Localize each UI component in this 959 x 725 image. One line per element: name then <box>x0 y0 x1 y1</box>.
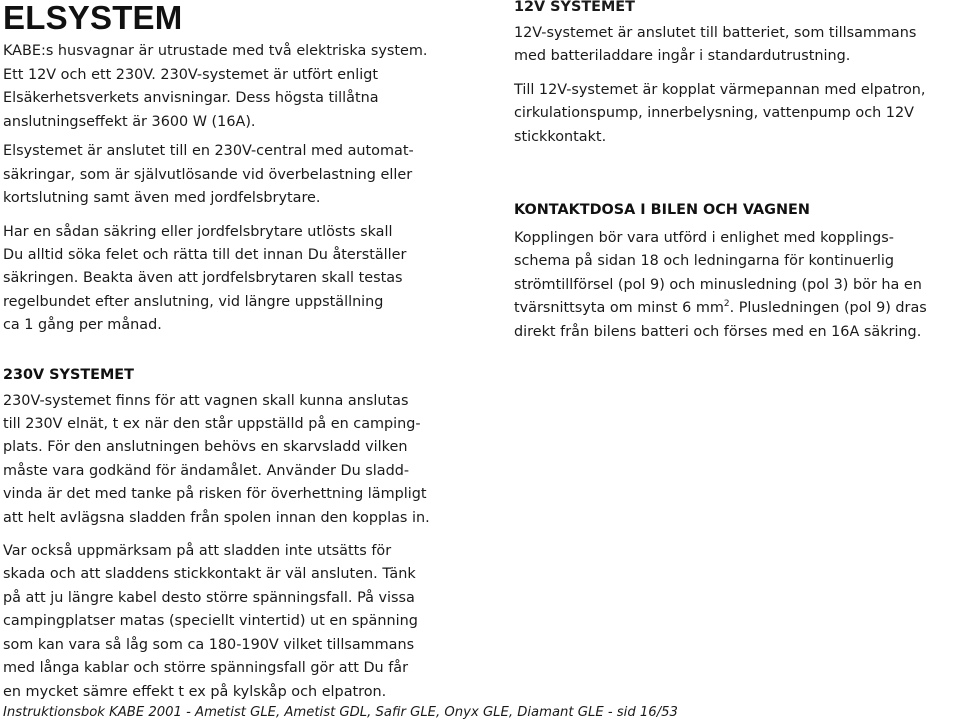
page-footer: Instruktionsbok KABE 2001 - Ametist GLE, Ametist GDL, Safir GLE, Onyx GLE, Diamant GLE - sid 16/53 <box>3 705 678 720</box>
fuse-paragraph: Har en sådan säkring eller jordfelsbrytare utlösts skall Du alltid söka felet och rätta till det innan Du återställer säkringen. Beakta även att jordfelsbrytaren skall testas regelbundet efter anslutning, vid längre uppställning ca 1 gång per månad. <box>3 223 407 334</box>
kontaktdosa-text-1: Kopplingen bör vara utförd i enlighet med kopplings- schema på sidan 18 och ledningarna för kontinuerlig strömtillförsel (pol 9) och minusledning (pol 3) bör ha en tvärsnittsyta om minst 6 mm <box>514 230 922 317</box>
left-column <box>3 0 478 704</box>
section-12v-paragraph-2: Till 12V-systemet är kopplat värmepannan med elpatron, cirkulationspump, innerbelysning, vattenpump och 12V stickkontakt. <box>514 81 926 145</box>
section-230v-heading: 230V SYSTEMET <box>3 366 134 383</box>
section-230v-paragraph-1: 230V-systemet finns för att vagnen skall kunna anslutas till 230V elnät, t ex när den står uppställd på en camping- plats. För den anslutningen behövs en skarvsladd vilken måste vara godkänd för ändamålet. Använder Du sladd- vinda är det med tanke på risken för överhettning lämpligt att helt avlägsna sladden från spolen innan den kopplas in. <box>3 392 430 526</box>
section-230v-paragraph-2: Var också uppmärksam på att sladden inte utsätts för skada och att sladdens stickkontakt är väl ansluten. Tänk på att ju längre kabel desto större spänningsfall. På vissa campingplatser matas (speciellt vintertid) ut en spänning som kan vara så låg som ca 180-190V vilket tillsammans med långa kablar och större spänningsfall gör att Du får en mycket sämre effekt t ex på kylskåp och elpatron. <box>3 543 418 700</box>
page-title: ELSYSTEM <box>3 0 183 36</box>
intro-paragraph: KABE:s husvagnar är utrustade med två elektriska system. Ett 12V och ett 230V. 230V-systemet är utfört enligt Elsäkerhetsverkets anvisningar. Dess högsta tillåtna anslutningseffekt är 3600 W (16A). <box>3 43 428 130</box>
right-column <box>514 0 954 344</box>
central-paragraph: Elsystemet är anslutet till en 230V-central med automat- säkringar, som är självutlösande vid överbelastning eller kortslutning samt även med jordfelsbrytare. <box>3 143 414 207</box>
kontaktdosa-text-2: . Plusledningen (pol 9) dras direkt från bilens batteri och förses med en 16A säkring. <box>514 300 927 340</box>
section-12v-heading: 12V SYSTEMET <box>514 0 635 15</box>
section-12v-paragraph-1: 12V-systemet är anslutet till batteriet, som tillsammans med batteriladdare ingår i standardutrustning. <box>514 25 917 65</box>
kontaktdosa-heading: KONTAKTDOSA I BILEN OCH VAGNEN <box>514 202 810 219</box>
kontaktdosa-paragraph <box>514 227 954 344</box>
superscript-2: 2 <box>723 299 730 310</box>
